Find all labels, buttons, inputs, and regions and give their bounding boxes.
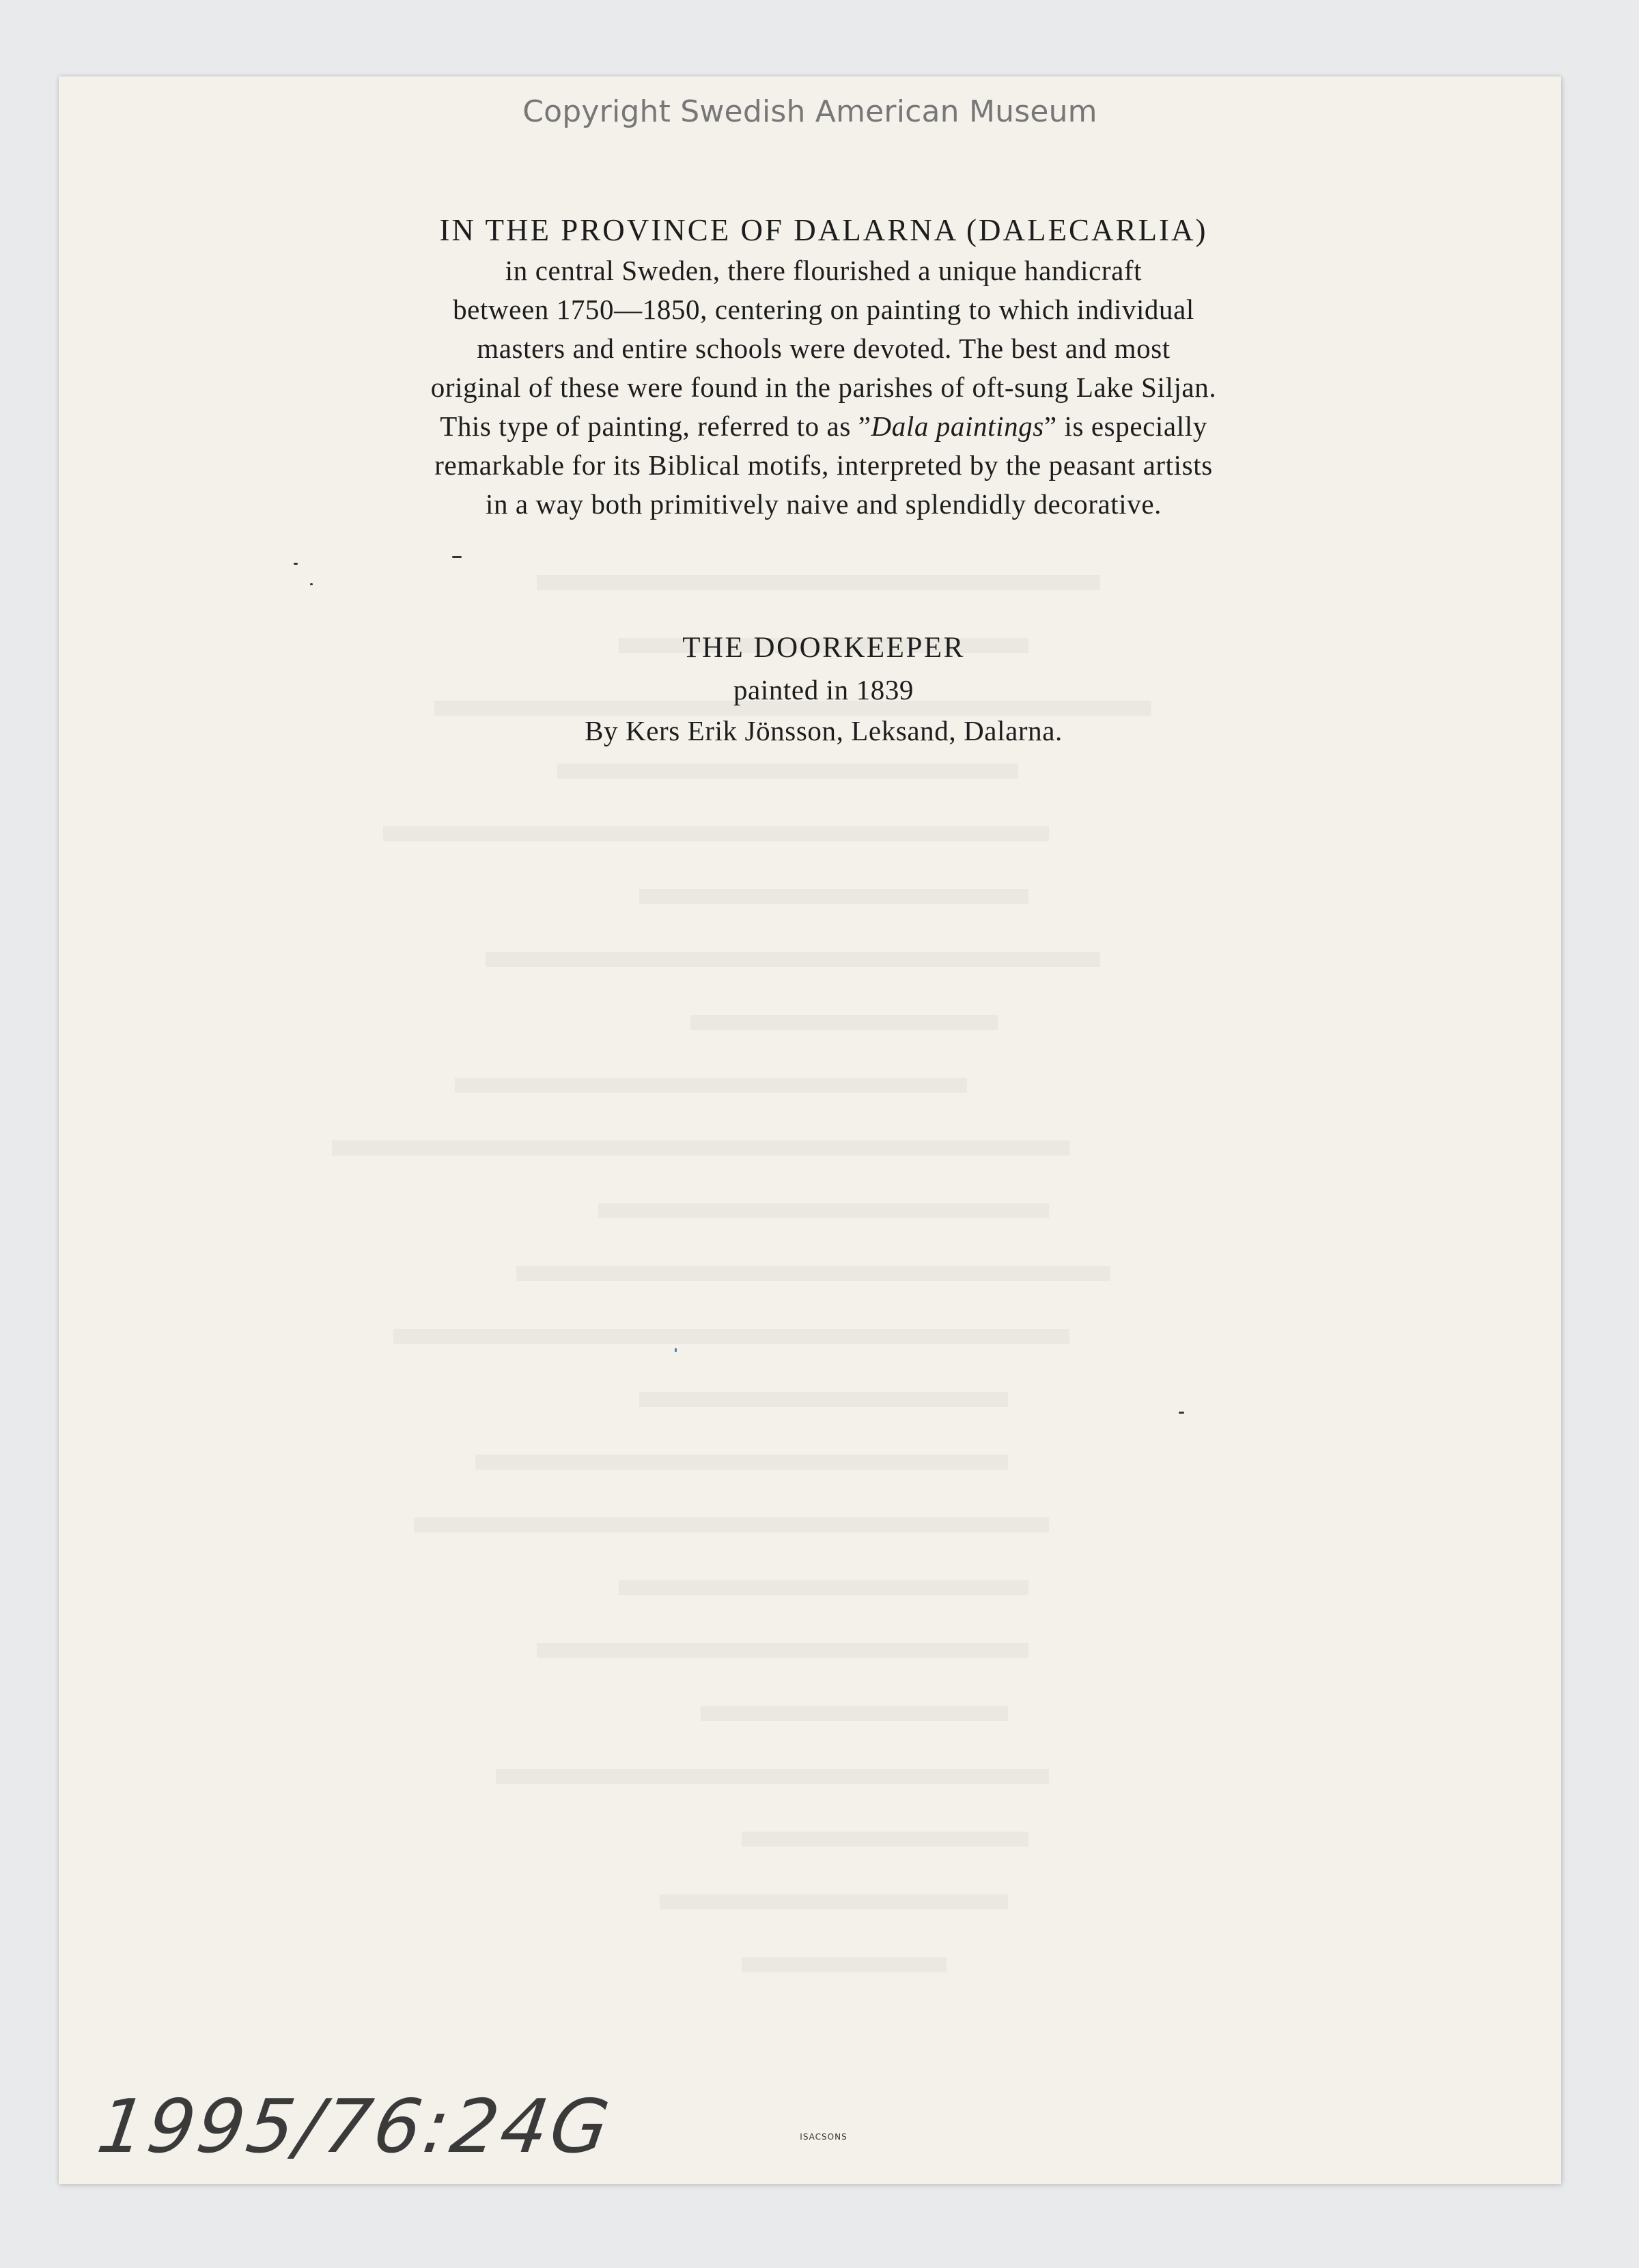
intro-line — [59, 407, 1561, 446]
painting-date: painted in 1839 — [733, 674, 914, 705]
painting-artist: By Kers Erik Jönsson, Leksand, Dalarna. — [585, 715, 1063, 746]
intro-line-text: This type of painting, referred to as ” — [440, 410, 871, 442]
handwritten-inventory-number: 1995/76:24G — [92, 2084, 617, 2170]
ink-speck — [1179, 1412, 1184, 1414]
painting-title: THE DOORKEEPER — [682, 632, 965, 664]
intro-paragraph — [59, 209, 1561, 524]
intro-heading: IN THE PROVINCE OF DALARNA (DALECARLIA) — [439, 213, 1208, 247]
ink-speck — [675, 1348, 677, 1352]
ink-speck — [294, 563, 298, 565]
intro-line: masters and entire schools were devoted. The best and most — [477, 333, 1171, 364]
ink-speck — [452, 556, 462, 558]
intro-line: original of these were found in the parishes of oft-sung Lake Siljan. — [430, 372, 1217, 403]
document-page — [59, 76, 1561, 2184]
intro-line-text: ” is especially — [1043, 410, 1207, 442]
ink-speck — [310, 583, 313, 585]
copyright-watermark: Copyright Swedish American Museum — [522, 94, 1097, 129]
intro-line: in central Sweden, there flourished a unique handicraft — [505, 255, 1143, 286]
intro-line: in a way both primitively naive and splendidly decorative. — [485, 488, 1162, 520]
intro-line: between 1750—1850, centering on painting to which individual — [453, 294, 1194, 325]
printer-mark: ISACSONS — [800, 2132, 847, 2142]
dala-paintings-term: Dala paintings — [871, 410, 1044, 442]
bleed-through-text — [332, 575, 1356, 2050]
painting-caption — [59, 627, 1561, 751]
intro-line: remarkable for its Biblical motifs, interpreted by the peasant artists — [434, 449, 1213, 481]
